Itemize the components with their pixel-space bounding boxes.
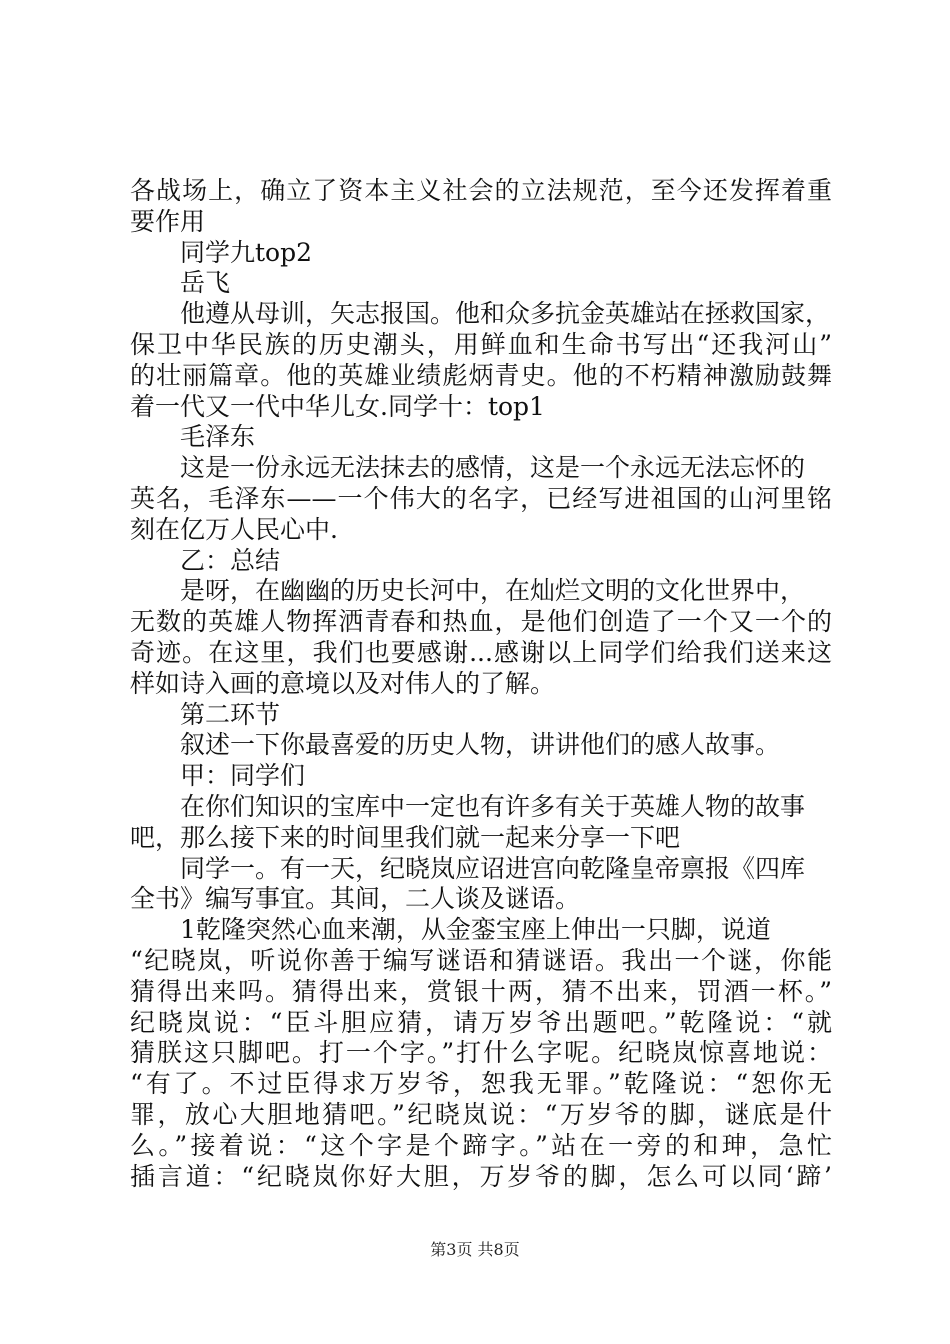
text-line: 么。”接着说：“这个字是个蹄字。”站在一旁的和珅，急忙	[130, 1130, 832, 1160]
text-line: 1乾隆突然心血来潮，从金銮宝座上伸出一只脚，说道	[180, 915, 771, 945]
page-number-footer: 第3页 共8页	[430, 1240, 520, 1259]
text-line: 要作用	[130, 206, 206, 236]
text-line: 毛泽东	[180, 422, 256, 452]
body-text	[130, 176, 832, 1192]
text-line: 是呀，在幽幽的历史长河中，在灿烂文明的文化世界中，	[180, 576, 806, 606]
text-line: 罪，放心大胆地猜吧。”纪晓岚说：“万岁爷的脚，谜底是什	[130, 1099, 832, 1129]
text-line: 保卫中华民族的历史潮头，用鲜血和生命书写出“还我河山”	[130, 329, 832, 359]
text-line: 着一代又一代中华儿女.同学十：top1	[130, 391, 545, 421]
text-line: 这是一份永远无法抹去的感情，这是一个永远无法忘怀的	[180, 453, 806, 483]
text-line: 插言道：“纪晓岚你好大胆，万岁爷的脚，怎么可以同‘蹄’	[130, 1161, 832, 1191]
text-line: 英名，毛泽东——一个伟大的名字，已经写进祖国的山河里铭	[130, 483, 832, 513]
text-line: “有了。不过臣得求万岁爷，恕我无罪。”乾隆说：“恕你无	[130, 1069, 832, 1099]
text-line: 同学九top2	[180, 237, 313, 267]
text-line: 第二环节	[180, 699, 281, 729]
text-line: 奇迹。在这里，我们也要感谢...感谢以上同学们给我们送来这	[130, 637, 832, 667]
text-line: 样如诗入画的意境以及对伟人的了解。	[130, 668, 556, 698]
text-line: 叙述一下你最喜爱的历史人物，讲讲他们的感人故事。	[180, 730, 781, 760]
text-line: 猜得出来吗。猜得出来，赏银十两，猜不出来，罚酒一杯。”	[130, 976, 832, 1006]
text-line: 同学一。有一天，纪晓岚应诏进宫向乾隆皇帝禀报《四库	[180, 853, 806, 883]
text-line: 他遵从母训，矢志报国。他和众多抗金英雄站在拯救国家，	[180, 299, 831, 329]
text-line: 甲：同学们	[180, 761, 306, 791]
text-line: 在你们知识的宝库中一定也有许多有关于英雄人物的故事	[180, 791, 806, 821]
text-line: 岳飞	[180, 268, 231, 298]
text-line: 吧，那么接下来的时间里我们就一起来分享一下吧	[130, 822, 681, 852]
text-line: “纪晓岚，听说你善于编写谜语和猜谜语。我出一个谜，你能	[130, 945, 832, 975]
text-line: 的壮丽篇章。他的英雄业绩彪炳青史。他的不朽精神激励鼓舞	[130, 360, 832, 390]
text-line: 各战场上，确立了资本主义社会的立法规范，至今还发挥着重	[130, 176, 832, 205]
text-line: 无数的英雄人物挥洒青春和热血，是他们创造了一个又一个的	[130, 607, 832, 637]
text-line: 全书》编写事宜。其间，二人谈及谜语。	[130, 884, 581, 914]
text-line: 乙：总结	[180, 545, 281, 575]
text-line: 刻在亿万人民心中.	[130, 514, 338, 544]
text-line: 猜朕这只脚吧。打一个字。”打什么字呢。纪晓岚惊喜地说：	[130, 1038, 832, 1068]
text-line: 纪晓岚说：“臣斗胆应猜，请万岁爷出题吧。”乾隆说：“就	[130, 1007, 832, 1037]
